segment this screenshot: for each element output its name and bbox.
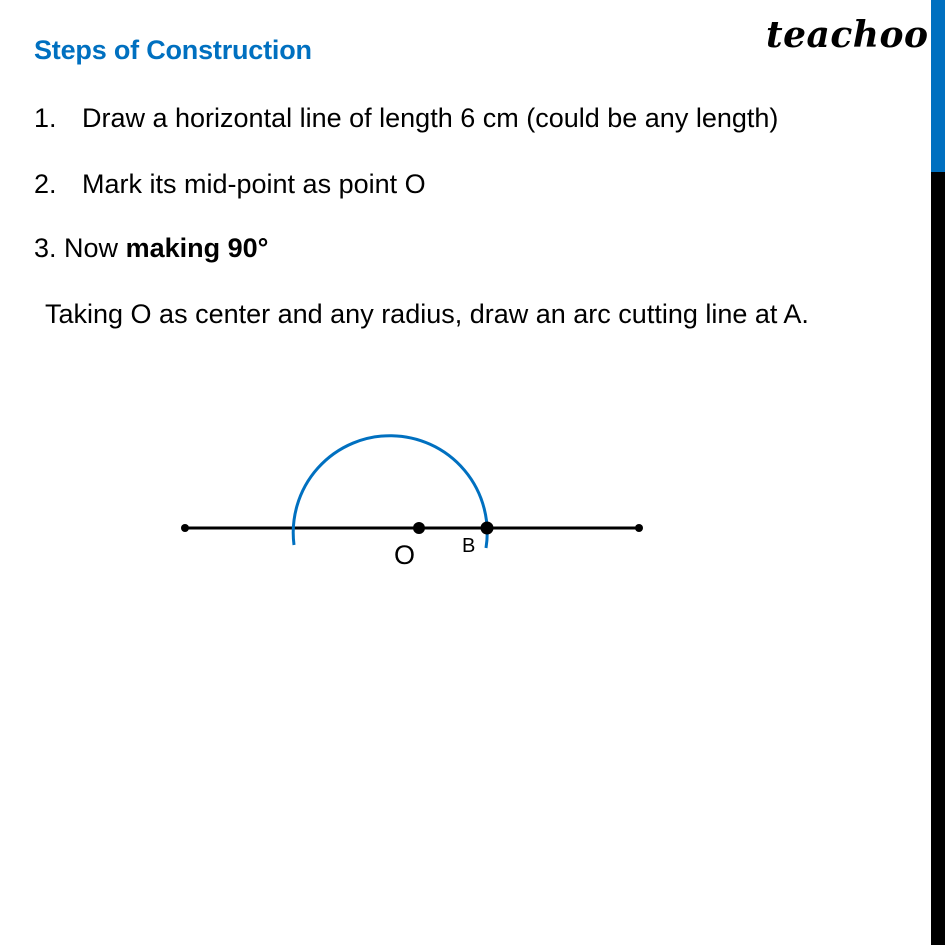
line-left-endpoint [181,524,189,532]
slide-title: Steps of Construction [34,35,312,65]
step-3 [34,232,268,264]
step-1-text: Draw a horizontal line of length 6 cm (could be any length) [82,103,779,133]
step-3-number: 3. [34,233,57,263]
step-3-bold-text: making 90° [125,233,269,263]
label-b: B [462,535,476,557]
step-3-detail: Taking O as center and any radius, draw an arc cutting line at A. [45,299,809,329]
step-2 [34,168,426,200]
teachoo-logo: teachoo [766,14,929,56]
label-o: O [394,540,416,570]
sidebar-accent-bar-black [931,172,945,945]
point-o [413,522,425,534]
step-1 [34,102,778,134]
step-2-number: 2. [34,169,57,199]
sidebar-accent-bar-blue [931,0,945,172]
step-3-prefix: Now [64,233,126,263]
construction-arc [293,436,487,548]
point-b [481,522,494,535]
step-1-number: 1. [34,103,57,133]
line-right-endpoint [635,524,643,532]
step-2-text: Mark its mid-point as point O [82,169,426,199]
